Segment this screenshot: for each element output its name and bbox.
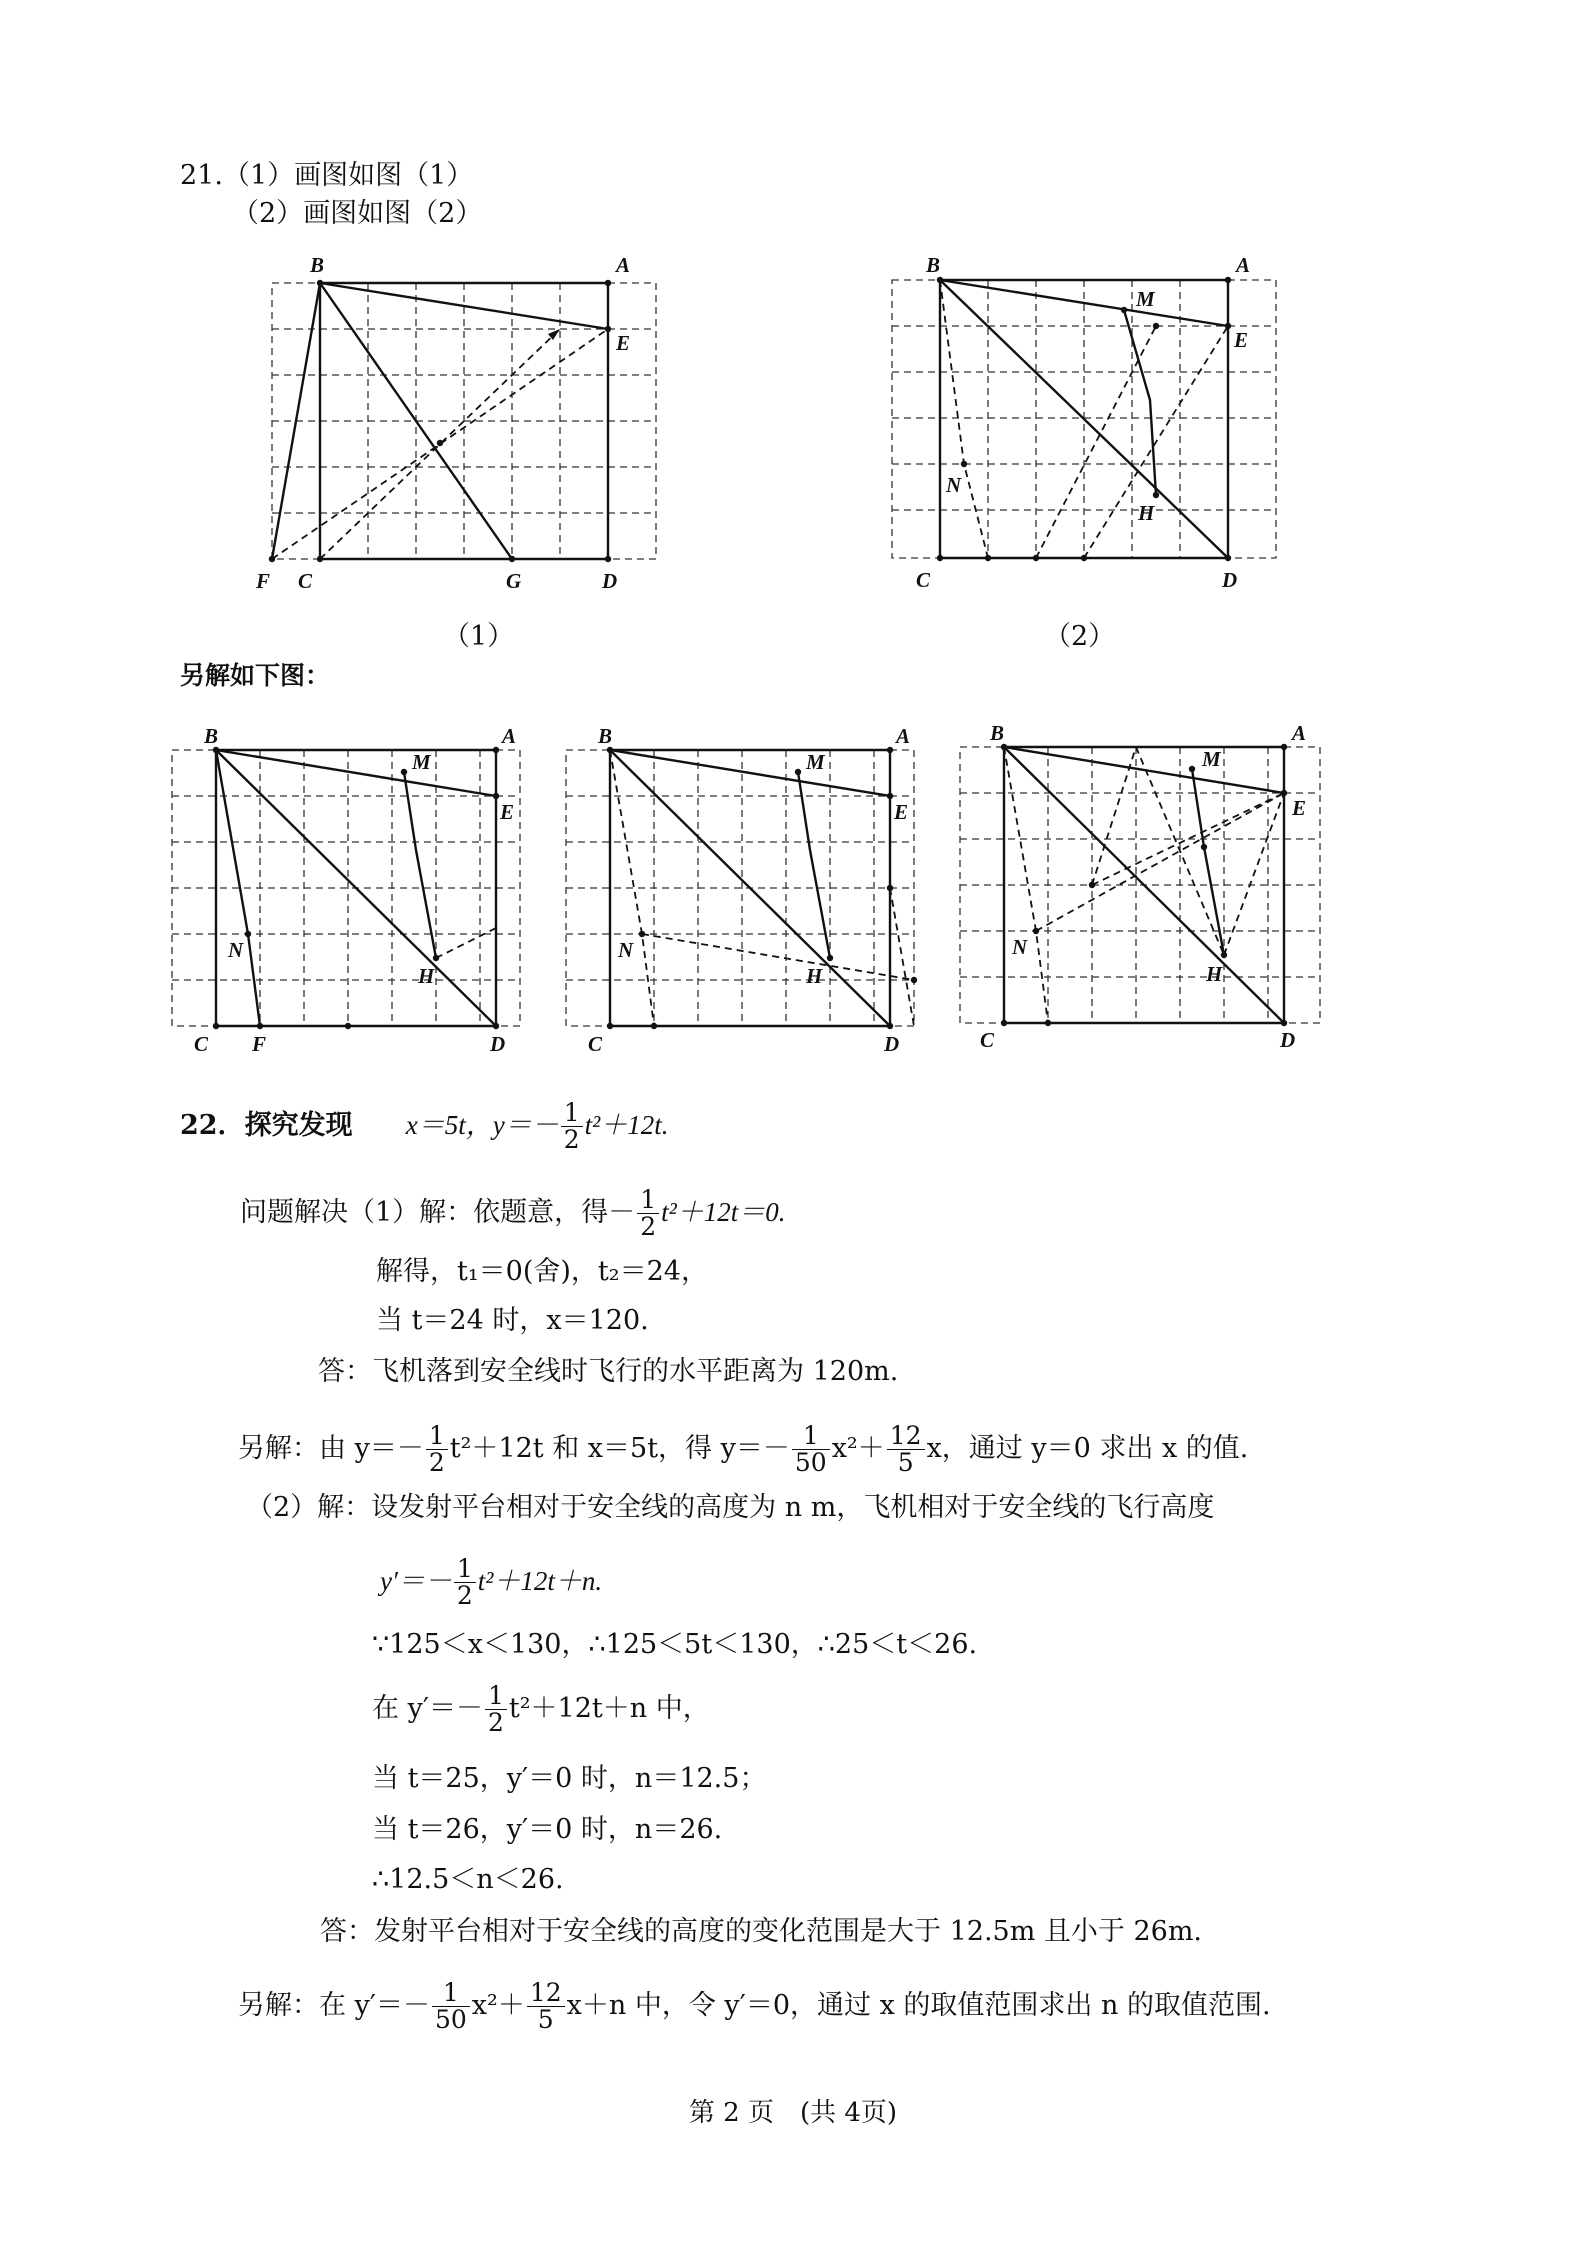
label-N: N (946, 473, 962, 497)
label-B: B (204, 724, 219, 748)
q22-eq-b: t²＋12t. (584, 1110, 669, 1140)
label-M: M (1202, 747, 1221, 771)
page-footer: 第 2 页 (共 4页) (688, 2098, 898, 2128)
label-B: B (926, 253, 941, 277)
label-B: B (310, 253, 325, 277)
label-A: A (1292, 721, 1307, 745)
label-G: G (506, 569, 522, 593)
label-D: D (490, 1032, 506, 1056)
fraction-twelve-fifths: $\frac{12}{5}$ (527, 1980, 565, 2033)
label-F: F (252, 1032, 267, 1056)
q22-number: 22．探究发现 (180, 1110, 353, 1141)
q22-part1-label: 问题解决（1）解：依题意，得－ (240, 1197, 636, 1228)
q22-part2-line3: ∵125＜x＜130，∴125＜5t＜130，∴25＜t＜26. (372, 1629, 978, 1660)
fraction-twelve-fifths: $\frac{12}{5}$ (887, 1423, 925, 1476)
label-E: E (894, 800, 909, 824)
label-H: H (1138, 501, 1155, 525)
q22-part2-answer: 答：发射平台相对于安全线的高度的变化范围是大于 12.5m 且小于 26m. (320, 1916, 1203, 1947)
alt-figure-b (556, 725, 936, 1055)
label-C: C (980, 1028, 995, 1052)
q22-discovery (180, 1100, 669, 1153)
label-H: H (418, 964, 435, 988)
q22-part2-line1: （2）解：设发射平台相对于安全线的高度为 n m，飞机相对于安全线的飞行高度 (246, 1492, 1215, 1523)
fraction-half: $\frac{1}{2}$ (561, 1100, 583, 1153)
label-B: B (598, 724, 613, 748)
fraction-one-fiftieth: $\frac{1}{50}$ (432, 1980, 470, 2033)
label-F: F (256, 569, 271, 593)
q21-line1: 21.（1）画图如图（1） (180, 160, 474, 191)
figure-2 (860, 250, 1300, 600)
q22-eq-a: x＝5t，y＝－ (405, 1110, 559, 1140)
label-M: M (1136, 287, 1155, 311)
label-M: M (806, 750, 825, 774)
label-M: M (412, 750, 431, 774)
label-D: D (602, 569, 618, 593)
fraction-half: $\frac{1}{2}$ (637, 1187, 659, 1240)
label-C: C (916, 568, 931, 592)
alt-figure-c (950, 721, 1340, 1055)
alt-solution-heading: 另解如下图： (180, 661, 331, 690)
q22-part1-answer: 答：飞机落到安全线时飞行的水平距离为 120m. (318, 1356, 899, 1387)
q22-part2-line4: 在 y′＝－ $\frac{1}{2}$ t²＋12t＋n 中， (372, 1681, 710, 1737)
label-H: H (1206, 962, 1223, 986)
label-A: A (1236, 253, 1251, 277)
label-C: C (194, 1032, 209, 1056)
q22-part1-line2: 解得，t₁＝0(舍)，t₂＝24， (376, 1256, 708, 1287)
q22-part1-line1 (240, 1187, 785, 1240)
label-E: E (500, 800, 515, 824)
label-B: B (990, 721, 1005, 745)
q22-part1-tail: t²＋12t＝0. (661, 1197, 786, 1227)
label-E: E (1292, 796, 1307, 820)
label-A: A (896, 724, 911, 748)
label-D: D (1280, 1028, 1296, 1052)
q21-line2: （2）画图如图（2） (232, 198, 483, 229)
q22-alt1: 另解：由 y＝－ $\frac{1}{2}$ t²＋12t 和 x＝5t，得 y＝－ $\frac{1}{50}$ x²＋ $\frac{12}{5}$ x，通过 y＝0 求出 x 的值. (238, 1421, 1249, 1477)
label-D: D (884, 1032, 900, 1056)
alt-figure-a (160, 725, 540, 1055)
label-A: A (502, 724, 517, 748)
label-A: A (616, 253, 631, 277)
q22-alt2: 另解：在 y′＝－ $\frac{1}{50}$ x²＋ $\frac{12}{5}$ x＋n 中，令 y′＝0，通过 x 的取值范围求出 n 的取值范围. (238, 1978, 1271, 2034)
label-N: N (618, 938, 634, 962)
q22-part2-line2: y′＝－ $\frac{1}{2}$ t²＋12t＋n. (380, 1554, 603, 1610)
label-H: H (806, 964, 823, 988)
label-E: E (1234, 328, 1249, 352)
figure-1 (240, 250, 680, 600)
label-C: C (588, 1032, 603, 1056)
label-D: D (1222, 568, 1238, 592)
q22-part2-line6: 当 t＝26，y′＝0 时，n＝26. (372, 1814, 723, 1845)
label-E: E (616, 331, 631, 355)
q22-part2-line7: ∴12.5＜n＜26. (372, 1864, 564, 1895)
q22-part1-line3: 当 t＝24 时，x＝120. (376, 1305, 649, 1336)
fraction-one-fiftieth: $\frac{1}{50}$ (792, 1423, 830, 1476)
label-N: N (1012, 935, 1028, 959)
fraction-half: $\frac{1}{2}$ (426, 1423, 448, 1476)
label-N: N (228, 938, 244, 962)
label-C: C (298, 569, 313, 593)
fraction-half: $\frac{1}{2}$ (454, 1556, 476, 1609)
q22-part2-line5: 当 t＝25，y′＝0 时，n＝12.5； (372, 1763, 767, 1794)
caption-2: （2） (1044, 621, 1116, 652)
caption-1: （1） (443, 621, 515, 652)
fraction-half: $\frac{1}{2}$ (485, 1683, 507, 1736)
